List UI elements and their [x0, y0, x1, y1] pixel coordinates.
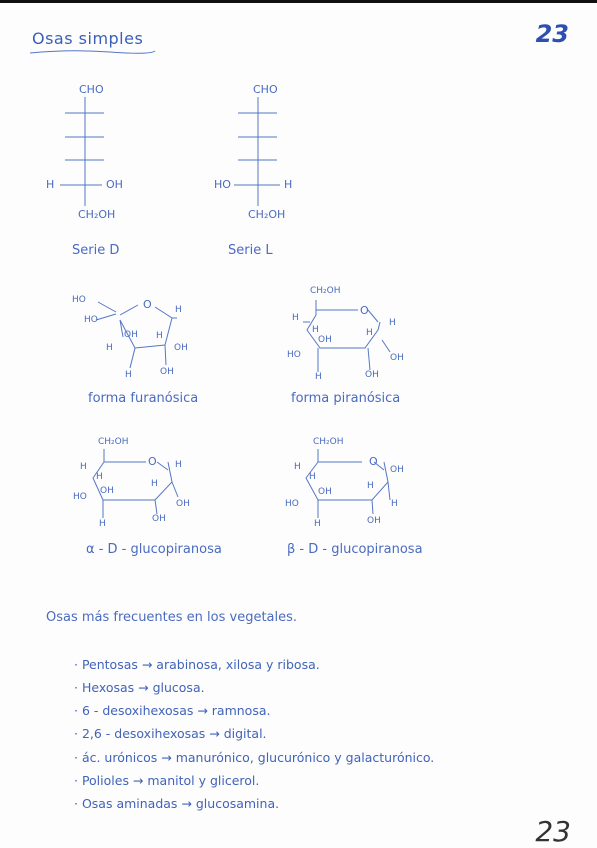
alfa-ring [93, 449, 178, 518]
alfa-h-2: H [96, 472, 103, 482]
fischer-l-right: H [284, 178, 293, 191]
piranosa-ring [303, 300, 390, 372]
alfa-ho: HO [73, 492, 87, 502]
fischer-l-top: CHO [253, 83, 278, 96]
piranosa-h-4: H [389, 318, 396, 328]
piranosa-oh-1: OH [318, 335, 332, 345]
alfa-ch2oh: CH₂OH [98, 437, 129, 447]
fischer-d-caption: Serie D [72, 243, 120, 258]
piranosa-ho: HO [287, 350, 301, 360]
list-item: · 6 - desoxihexosas → ramnosa. [74, 703, 271, 718]
beta-oh-0: OH [390, 465, 404, 475]
title-underline [30, 51, 155, 54]
alfa-oh-3: OH [152, 514, 166, 524]
furanosa-o: O [143, 298, 152, 311]
fischer-d-top: CHO [79, 83, 104, 96]
page-number-bottom: 23 [535, 815, 571, 848]
beta-oh-3: OH [367, 516, 381, 526]
piranosa-o: O [360, 304, 369, 317]
beta-h-4: H [391, 499, 398, 509]
list-heading: Osas más frecuentes en los vegetales. [46, 610, 298, 625]
fischer-d-right: OH [106, 178, 123, 191]
alfa-h-4: H [151, 479, 158, 489]
fischer-d-structure [60, 97, 104, 206]
piranosa-oh-3: OH [365, 370, 379, 380]
list-item: · Polioles → manitol y glicerol. [74, 773, 260, 788]
furanosa-h-3: H [156, 331, 163, 341]
beta-h-5: H [314, 519, 321, 529]
piranosa-h-1: H [292, 313, 299, 323]
page-title: Osas simples [32, 29, 144, 48]
list-item: · 2,6 - desoxihexosas → digital. [74, 726, 267, 741]
fischer-l-caption: Serie L [228, 243, 273, 258]
furanosa-h-1: H [175, 305, 182, 315]
alfa-h-5: H [99, 519, 106, 529]
beta-caption: β - D - glucopiranosa [287, 542, 423, 557]
beta-h-2: H [309, 472, 316, 482]
furanosa-ho-2: HO [84, 315, 98, 325]
alfa-o: O [148, 455, 157, 468]
list-item: · ác. urónicos → manurónico, glucurónico y galacturónico. [74, 750, 435, 765]
list-item: · Pentosas → arabinosa, xilosa y ribosa. [74, 657, 320, 672]
furanosa-h-4: H [125, 370, 132, 380]
furanosa-oh-3: OH [160, 367, 174, 377]
furanosa-h-2: H [106, 343, 113, 353]
page-number-top: 23 [535, 20, 569, 48]
beta-h-1: H [294, 462, 301, 472]
furanosa-ho-1: HO [72, 295, 86, 305]
furanosa-caption: forma furanósica [88, 391, 199, 406]
piranosa-h-3: H [366, 328, 373, 338]
fischer-l-structure [234, 97, 280, 206]
alfa-oh-1: OH [100, 486, 114, 496]
piranosa-ch2oh: CH₂OH [310, 286, 341, 296]
fischer-l-left: HO [214, 178, 231, 191]
beta-oh-1: OH [318, 487, 332, 497]
alfa-oh-2: OH [176, 499, 190, 509]
piranosa-caption: forma piranósica [291, 391, 401, 406]
piranosa-h-2: H [312, 325, 319, 335]
list-item: · Hexosas → glucosa. [74, 680, 205, 695]
alfa-caption: α - D - glucopiranosa [86, 542, 222, 557]
piranosa-oh-2: OH [390, 353, 404, 363]
beta-h-3: H [367, 481, 374, 491]
fischer-d-left: H [46, 178, 55, 191]
piranosa-h-5: H [315, 372, 322, 382]
fischer-d-bottom: CH₂OH [78, 208, 116, 221]
furanosa-oh-1: OH [124, 330, 138, 340]
beta-o: O [369, 455, 378, 468]
alfa-h-1: H [80, 462, 87, 472]
beta-ho: HO [285, 499, 299, 509]
alfa-h-3: H [175, 460, 182, 470]
furanosa-oh-2: OH [174, 343, 188, 353]
list-item: · Osas aminadas → glucosamina. [74, 796, 280, 811]
fischer-l-bottom: CH₂OH [248, 208, 286, 221]
beta-ch2oh: CH₂OH [313, 437, 344, 447]
